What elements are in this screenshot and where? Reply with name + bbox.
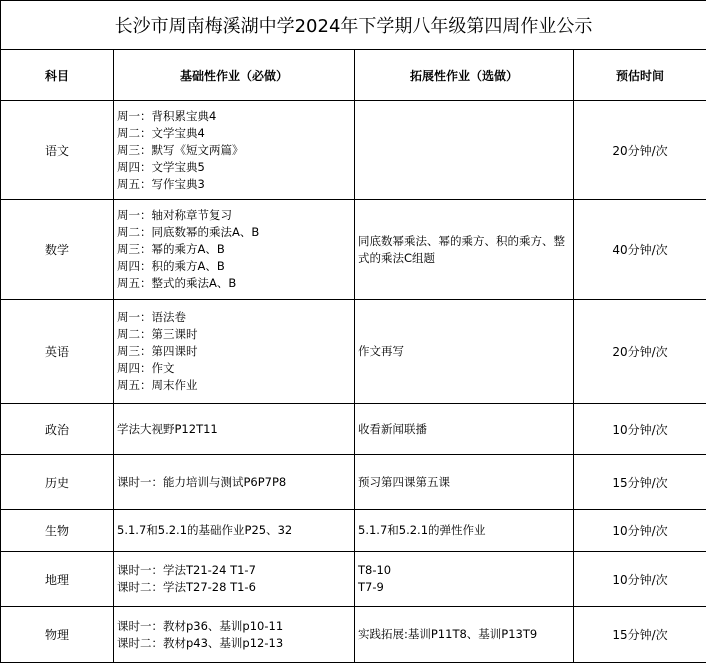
basic-line: 周二：第三课时 [117,327,198,341]
header-basic: 基础性作业（必做） [114,50,355,101]
extended-line: 实践拓展:基训P11T8、基训P13T9 [358,627,538,641]
time-cell: 20分钟/次 [574,300,706,404]
header-row [1,50,706,101]
extended-line: T7-9 [358,580,384,594]
basic-line: 周五：周末作业 [117,378,198,392]
extended-cell [355,404,574,455]
subject-cell: 数学 [1,200,114,300]
header-time: 预估时间 [574,50,706,101]
basic-line: 周四：作文 [117,361,175,375]
subject-cell: 英语 [1,300,114,404]
time-cell: 15分钟/次 [574,455,706,510]
extended-line: T8-10 [358,563,392,577]
basic-line: 周四：积的乘方A、B [117,259,225,273]
basic-line: 周五：整式的乘法A、B [117,276,237,290]
basic-line: 课时一：教材p36、基训p10-11 [117,618,284,633]
extended-line: 收看新闻联播 [358,421,427,436]
basic-line: 周一：背积累宝典4 [117,108,217,123]
basic-line: 课时二：学法T27-28 T1-6 [117,580,256,594]
basic-line: 周三：第四课时 [117,344,198,358]
time-cell: 15分钟/次 [574,607,706,663]
basic-line: 课时一：学法T21-24 T1-7 [117,563,256,577]
basic-line: 周一：轴对称章节复习 [117,208,232,222]
basic-cell [114,510,355,552]
table-row [1,510,706,552]
extended-line: 预习第四课第五课 [358,474,450,489]
subject-cell: 政治 [1,404,114,455]
basic-line: 5.1.7和5.2.1的基础作业P25、32 [117,523,293,537]
basic-line: 课时一：能力培训与测试P6P7P8 [117,474,287,489]
basic-line: 周四：文学宝典5 [117,159,205,174]
table-row [1,404,706,455]
basic-line: 周三：幂的乘方A、B [117,242,225,256]
table-row [1,300,706,404]
extended-line: 作文再写 [358,344,404,358]
basic-cell [114,607,355,663]
basic-cell [114,552,355,607]
header-subject: 科目 [1,50,114,101]
basic-cell [114,300,355,404]
table-row [1,101,706,200]
extended-line: 同底数幂乘法、幂的乘方、积的乘方、整式的乘法C组题 [358,233,565,265]
time-cell: 40分钟/次 [574,200,706,300]
basic-line: 周一：语法卷 [117,310,186,324]
extended-cell [355,510,574,552]
extended-cell [355,101,574,200]
subject-cell: 语文 [1,101,114,200]
basic-cell [114,200,355,300]
table-row [1,552,706,607]
basic-line: 周二：同底数幂的乘法A、B [117,225,260,239]
extended-cell [355,200,574,300]
time-cell: 20分钟/次 [574,101,706,200]
title-row [1,1,706,50]
basic-cell [114,455,355,510]
extended-cell [355,552,574,607]
extended-cell [355,300,574,404]
table-row [1,607,706,663]
table-row [1,455,706,510]
time-cell: 10分钟/次 [574,510,706,552]
time-cell: 10分钟/次 [574,552,706,607]
time-cell: 10分钟/次 [574,404,706,455]
basic-line: 周五：写作宝典3 [117,176,205,191]
subject-cell: 生物 [1,510,114,552]
basic-line: 课时二：教材p43、基训p12-13 [117,635,284,650]
extended-cell [355,607,574,663]
extended-cell [355,455,574,510]
basic-line: 周三：默写《短文两篇》 [117,142,244,157]
page-title: 长沙市周南梅溪湖中学2024年下学期八年级第四周作业公示 [1,1,706,50]
subject-cell: 物理 [1,607,114,663]
extended-line: 5.1.7和5.2.1的弹性作业 [358,523,486,537]
table-row [1,200,706,300]
basic-cell [114,404,355,455]
subject-cell: 地理 [1,552,114,607]
basic-cell [114,101,355,200]
basic-line: 周二：文学宝典4 [117,125,205,140]
subject-cell: 历史 [1,455,114,510]
basic-line: 学法大视野P12T11 [117,421,218,436]
header-extended: 拓展性作业（选做） [355,50,574,101]
